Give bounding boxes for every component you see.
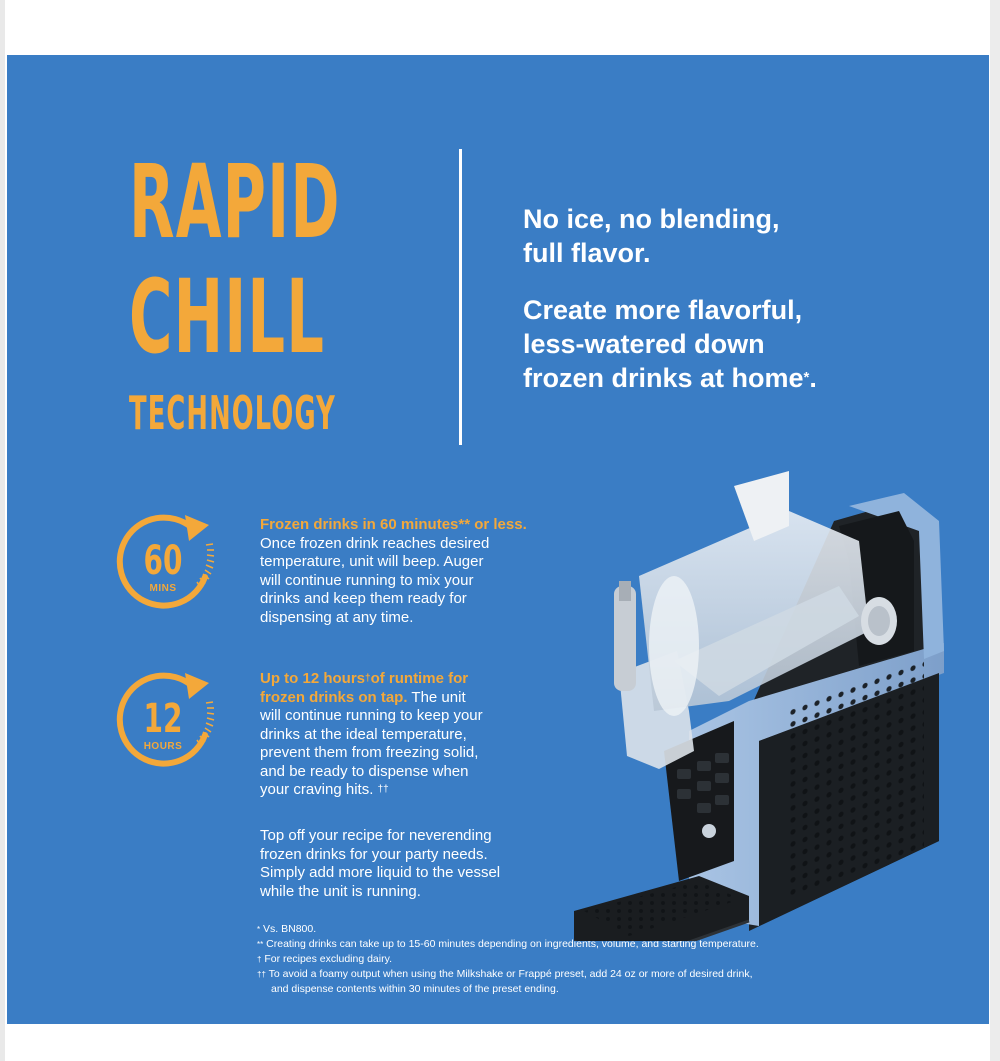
highlight-text: of runtime for	[370, 670, 469, 687]
feature-line: drinks and keep them ready for	[260, 590, 467, 607]
feature-line	[260, 689, 580, 708]
timer-badge-60	[113, 507, 223, 617]
feature-line: Once frozen drink reaches desired	[260, 534, 490, 552]
tagline-line: full flavor.	[523, 238, 651, 268]
feature-line: and be ready to dispense when	[260, 762, 469, 780]
headline-rapid: RAPID	[129, 143, 341, 262]
feature-line: frozen drinks for your party needs.	[260, 845, 488, 863]
headline-technology: TECHNOLOGY	[129, 386, 336, 440]
feature-line: Simply add more liquid to the vessel	[260, 864, 501, 881]
feature-line: while the unit is running.	[260, 882, 421, 900]
highlight-text: Up to 12 hours	[260, 670, 366, 687]
footnote-marker: *	[803, 369, 810, 386]
feature-text: The unit	[411, 688, 466, 706]
feature-line: temperature, unit will beep. Auger	[260, 553, 484, 570]
footnote-symbol: **	[257, 940, 264, 949]
badge-number: 60	[143, 538, 183, 584]
feature-highlight: Frozen drinks in 60 minutes** or less.	[260, 516, 527, 533]
footnote-text: Vs. BN800.	[263, 923, 317, 935]
feature-highlight	[260, 670, 580, 689]
feature-12-hours	[260, 670, 580, 800]
footnote-marker: ††	[377, 784, 389, 795]
badge-number: 12	[143, 696, 183, 742]
feature-line: dispensing at any time.	[260, 608, 414, 626]
footnote-item	[257, 952, 897, 967]
page-edge-right	[990, 0, 1000, 1061]
badge-unit: MINS	[149, 583, 177, 594]
feature-60-minutes	[260, 516, 580, 627]
tagline-line	[523, 361, 923, 395]
frozen-drink-machine-image	[559, 411, 949, 941]
feature-line: prevent them from freezing solid,	[260, 744, 479, 761]
tagline-period: .	[809, 363, 817, 393]
feature-top-off	[260, 827, 560, 901]
footnote-text: For recipes excluding dairy.	[264, 953, 392, 965]
footnote-symbol: *	[257, 925, 261, 934]
footnote-marker: †	[365, 673, 371, 684]
highlight-text: frozen drinks on tap.	[260, 688, 408, 706]
feature-line: will continue running to keep your	[260, 707, 483, 724]
footnote-item	[257, 967, 897, 982]
feature-text: your craving hits.	[260, 781, 374, 798]
feature-line	[260, 781, 580, 800]
footnote-text: Creating drinks can take up to 15-60 minutes depending on ingredients, volume, and starting temperature.	[266, 938, 759, 950]
feature-line: drinks at the ideal temperature,	[260, 725, 467, 743]
feature-line: Top off your recipe for neverending	[260, 827, 492, 844]
tagline-line: Create more flavorful,	[523, 295, 803, 325]
tagline-secondary	[523, 293, 923, 395]
headline-chill: CHILL	[129, 258, 326, 377]
footnote-symbol: †	[257, 955, 262, 964]
tagline-line: less-watered down	[523, 329, 765, 359]
feature-line: will continue running to mix your	[260, 571, 474, 589]
product-infographic	[7, 55, 989, 1024]
badge-unit: HOURS	[143, 741, 183, 752]
tagline-line: No ice, no blending,	[523, 204, 780, 234]
footnote-item	[257, 982, 897, 997]
tagline-text: frozen drinks at home	[523, 363, 804, 393]
footnote-text: To avoid a foamy output when using the Milkshake or Frappé preset, add 24 oz or more of desired drink,	[268, 968, 753, 980]
vertical-divider	[459, 149, 462, 445]
footnote-symbol: ††	[257, 970, 266, 979]
page-edge-left	[0, 0, 5, 1061]
footnote-text: and dispense contents within 30 minutes of the preset ending.	[271, 983, 559, 995]
timer-badge-12	[113, 665, 223, 775]
tagline-primary	[523, 202, 923, 270]
